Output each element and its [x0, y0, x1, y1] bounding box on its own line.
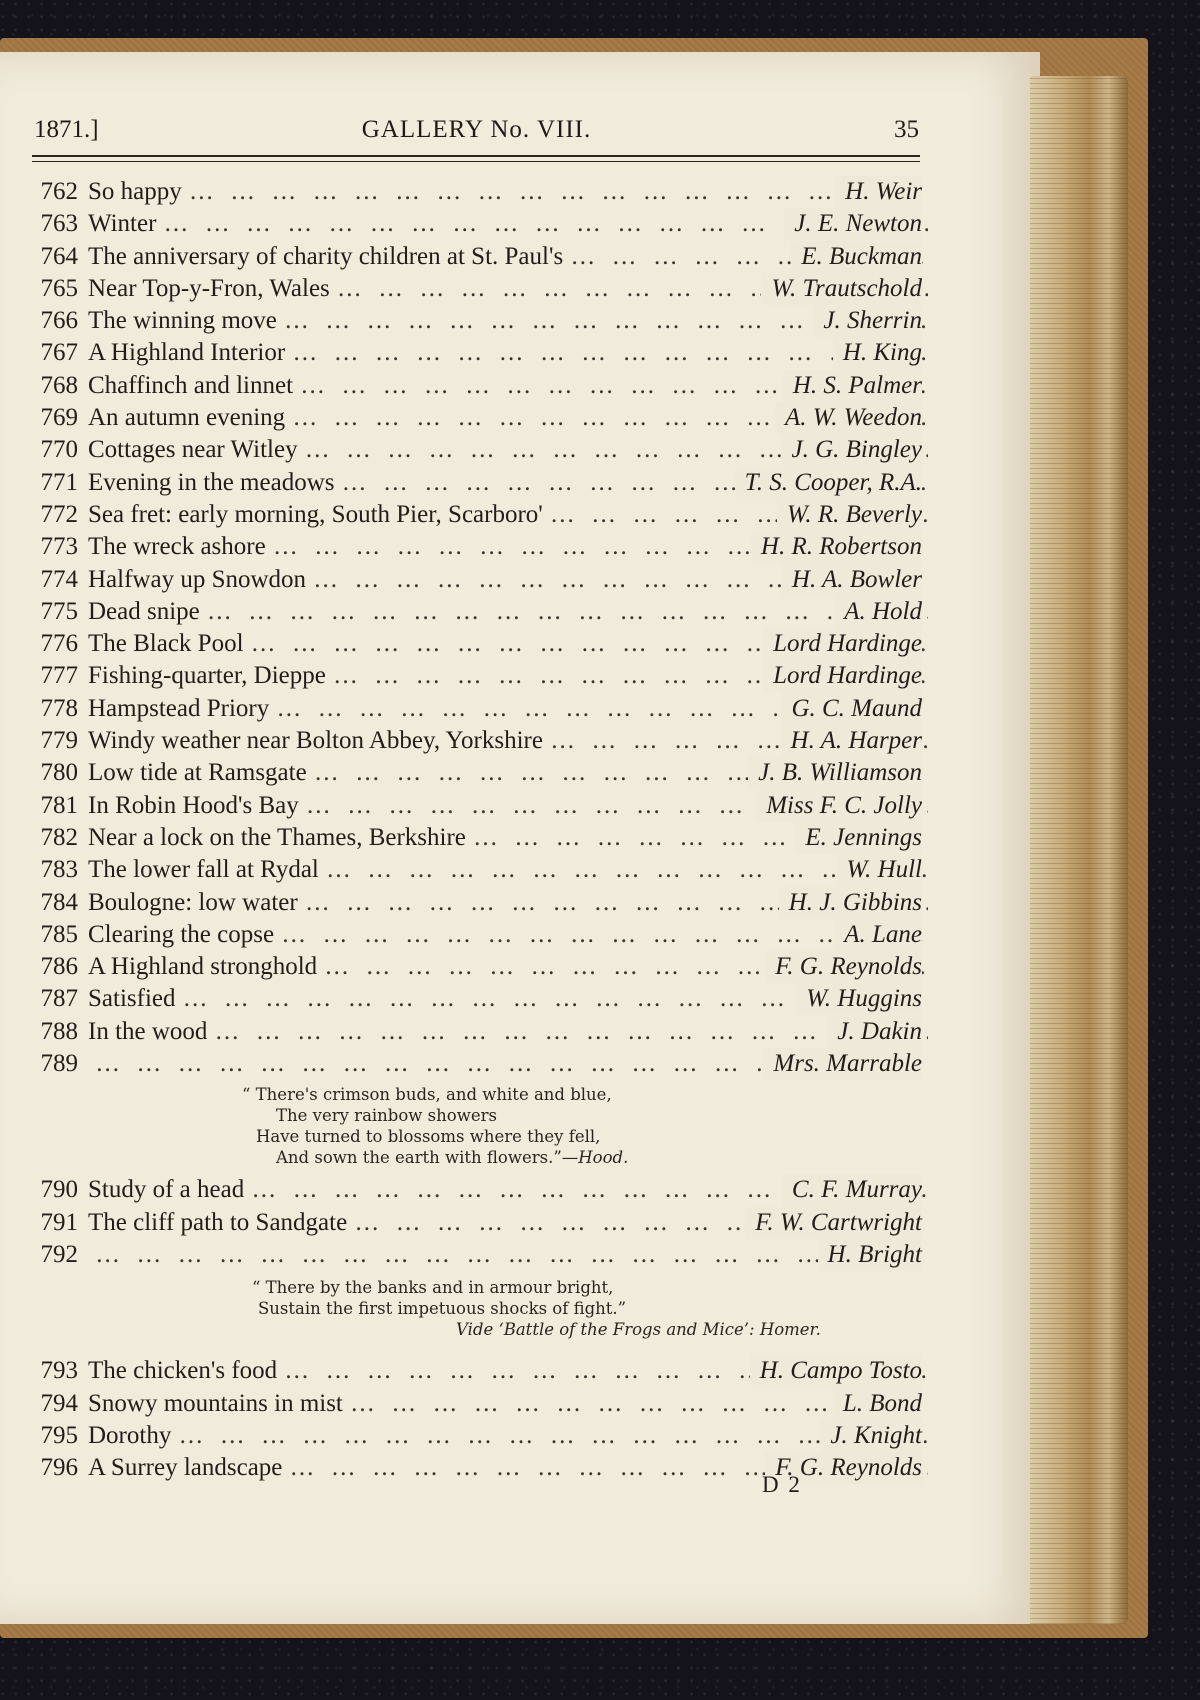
entry-artist: H. J. Gibbins [779, 887, 922, 919]
entry-artist: F. G. Reynolds [765, 951, 922, 983]
catalogue-entry [30, 757, 922, 789]
signature-mark: D 2 [762, 1472, 802, 1497]
entry-artist: H. A. Harper [781, 725, 922, 757]
entry-artist: C. F. Murray [782, 1174, 922, 1206]
entry-artist: H. S. Palmer [783, 370, 922, 402]
catalogue-entry [30, 822, 922, 854]
entry-title: Boulogne: low water ... [88, 887, 928, 919]
catalogue-entry [30, 1207, 922, 1239]
catalogue-entry [30, 1048, 922, 1080]
catalogue-entry [30, 434, 922, 466]
entry-artist: J. Knight [820, 1420, 922, 1452]
entry-title: Study of a head ... [88, 1174, 928, 1206]
catalogue-entry [30, 241, 922, 273]
catalogue-entry [30, 467, 922, 499]
entry-artist: G. C. Maund [781, 693, 922, 725]
entry-artist: A. Hold [834, 596, 922, 628]
catalogue-entry [30, 402, 922, 434]
entry-artist: J. Sherrin [813, 305, 922, 337]
entry-title: The cliff path to Sandgate ... [88, 1207, 928, 1239]
quote-792 [30, 1271, 922, 1355]
entry-number: 782 [40, 823, 78, 851]
catalogue-entry [30, 305, 922, 337]
entry-number: 795 [40, 1421, 78, 1449]
catalogue-entry [30, 1016, 922, 1048]
catalogue-entry [30, 1174, 922, 1206]
entry-title: Chaffinch and linnet ... [88, 370, 928, 402]
entry-artist: F. G. Reynolds [765, 1452, 922, 1484]
quote-line: Sustain the first impetuous shocks of fight.” [258, 1299, 627, 1319]
entry-number: 787 [40, 985, 78, 1013]
entry-number: 775 [40, 597, 78, 625]
entry-number: 766 [40, 307, 78, 335]
entry-number: 770 [40, 436, 78, 464]
catalogue-entry [30, 951, 922, 983]
entry-number: 788 [40, 1017, 78, 1045]
entry-artist: W. Huggins [796, 983, 922, 1015]
entry-number: 781 [40, 791, 78, 819]
entry-number: 790 [40, 1176, 78, 1204]
entry-number: 791 [40, 1208, 78, 1236]
entry-title: Sea fret: early morning, South Pier, Scarboro' ... [88, 499, 928, 531]
catalogue-entry [30, 337, 922, 369]
entry-title: Snowy mountains in mist ... [88, 1388, 928, 1420]
entry-number: 779 [40, 727, 78, 755]
catalogue-entry [30, 1420, 922, 1452]
entry-artist: H. Bright [818, 1239, 922, 1271]
quote-789 [30, 1080, 922, 1174]
catalogue-entry [30, 208, 922, 240]
running-header [34, 112, 919, 152]
header-rule-thin [32, 161, 920, 162]
catalogue-entry [30, 1388, 922, 1420]
entry-artist: Lord Hardinge [763, 660, 922, 692]
entry-title: So happy ... [88, 176, 928, 208]
entry-artist: A. Lane [834, 919, 922, 951]
entry-number: 778 [40, 694, 78, 722]
entry-title: Near a lock on the Thames, Berkshire ... [88, 822, 928, 854]
entry-number: 767 [40, 339, 78, 367]
entry-artist: J. E. Newton [784, 208, 922, 240]
entry-artist: J. B. Williamson [748, 757, 922, 789]
entry-artist: T. S. Cooper, R.A. [735, 467, 922, 499]
catalogue-entry [30, 499, 922, 531]
entry-artist: W. Hull [837, 854, 922, 886]
entry-artist: E. Buckman [791, 241, 922, 273]
entry-number: 776 [40, 630, 78, 658]
entry-number: 796 [40, 1454, 78, 1482]
entry-number: 769 [40, 404, 78, 432]
entry-title: Near Top-y-Fron, Wales ... [88, 273, 928, 305]
entry-number: 773 [40, 533, 78, 561]
entry-number: 793 [40, 1357, 78, 1385]
entry-number: 792 [40, 1240, 78, 1268]
entry-number: 762 [40, 178, 78, 205]
entry-artist: H. Weir [835, 176, 922, 208]
entry-artist: J. G. Bingley [781, 434, 922, 466]
entry-title: A Surrey landscape ... [88, 1452, 928, 1484]
entry-number: 784 [40, 888, 78, 916]
entry-title: The lower fall at Rydal ... [88, 854, 928, 886]
entry-artist: W. Trautschold [761, 273, 922, 305]
header-year: 1871.] [34, 116, 99, 143]
entry-number: 774 [40, 565, 78, 593]
entry-title: The chicken's food ... [88, 1355, 928, 1387]
header-title: GALLERY No. VIII. [361, 116, 592, 143]
entry-title: Fishing-quarter, Dieppe ... [88, 660, 928, 692]
page-edges [1030, 76, 1128, 1624]
quote-source: Hood. [578, 1148, 629, 1168]
entry-title: In Robin Hood's Bay ... [88, 790, 928, 822]
entry-artist: Mrs. Marrable [763, 1048, 922, 1080]
header-rule [32, 155, 920, 157]
catalogue-entry [30, 596, 922, 628]
catalogue-list [30, 176, 922, 1484]
entry-artist: L. Bond [833, 1388, 922, 1420]
entry-number: 783 [40, 856, 78, 884]
quote-source: Vide ‘Battle of the Frogs and Mice’: Homer. [456, 1320, 821, 1340]
quote-line: The very rainbow showers [276, 1106, 497, 1126]
entry-artist: E. Jennings [795, 822, 922, 854]
catalogue-entry [30, 887, 922, 919]
entry-title: Cottages near Witley ... [88, 434, 928, 466]
catalogue-entry [30, 983, 922, 1015]
entry-number: 780 [40, 759, 78, 787]
entries-group-a [30, 176, 922, 1080]
quote-line: “ There by the banks and in armour bright, [252, 1278, 614, 1298]
page-number: 35 [894, 116, 919, 143]
entry-number: 777 [40, 662, 78, 690]
entry-artist: J. Dakin [827, 1016, 922, 1048]
catalogue-entry [30, 1355, 922, 1387]
entry-title: Clearing the copse ... [88, 919, 928, 951]
entry-artist: Miss F. C. Jolly [756, 790, 922, 822]
quote-line: “ There's crimson buds, and white and blue, [242, 1085, 612, 1105]
entry-number: 794 [40, 1389, 78, 1417]
catalogue-entry [30, 1239, 922, 1271]
entry-title: Dead snipe ... [88, 596, 928, 628]
catalogue-entry [30, 919, 922, 951]
entry-title: Winter ... [88, 208, 928, 240]
entry-artist: H. King [833, 337, 922, 369]
entry-artist: A. W. Weedon [775, 402, 922, 434]
entries-group-c [30, 1355, 922, 1484]
entry-title: An autumn evening ... [88, 402, 928, 434]
catalogue-entry [30, 693, 922, 725]
entry-title: The Black Pool ... [88, 628, 928, 660]
entry-number: 785 [40, 920, 78, 948]
entry-title: The wreck ashore ... [88, 531, 928, 563]
entry-number: 771 [40, 468, 78, 496]
entry-title: Low tide at Ramsgate ... [88, 757, 928, 789]
entry-title: Windy weather near Bolton Abbey, Yorkshire ... [88, 725, 928, 757]
entry-artist: F. W. Cartwright [745, 1207, 922, 1239]
entry-title: Dorothy ... [88, 1420, 928, 1452]
quote-line-with-source [276, 1147, 628, 1168]
entries-group-b [30, 1174, 922, 1271]
entry-title: Satisfied ... [88, 983, 928, 1015]
entry-artist: H. A. Bowler [782, 564, 922, 596]
quote-line: Have turned to blossoms where they fell, [256, 1127, 601, 1147]
entry-number: 772 [40, 500, 78, 528]
catalogue-entry [30, 176, 922, 208]
entry-artist: H. Campo Tosto [750, 1355, 922, 1387]
entry-artist: W. R. Beverly [777, 499, 922, 531]
entry-number: 763 [40, 210, 78, 238]
catalogue-entry [30, 790, 922, 822]
entry-title: A Highland stronghold ... [88, 951, 928, 983]
catalogue-entry [30, 628, 922, 660]
catalogue-entry [30, 854, 922, 886]
catalogue-entry [30, 370, 922, 402]
quote-line: And sown the earth with flowers.”— [276, 1148, 579, 1168]
catalogue-entry [30, 531, 922, 563]
catalogue-entry [30, 273, 922, 305]
entry-title: Halfway up Snowdon ... [88, 564, 928, 596]
entry-title: A Highland Interior ... [88, 337, 928, 369]
entry-number: 768 [40, 371, 78, 399]
entry-number: 764 [40, 242, 78, 270]
entry-artist: Lord Hardinge [763, 628, 922, 660]
entry-title: Hampstead Priory ... [88, 693, 928, 725]
entry-number: 765 [40, 274, 78, 302]
entry-title: The anniversary of charity children at St. Paul's ... [88, 241, 928, 273]
entry-title: The winning move ... [88, 305, 928, 337]
entry-number: 786 [40, 953, 78, 981]
entry-artist: H. R. Robertson [751, 531, 922, 563]
catalogue-entry [30, 564, 922, 596]
entry-title: Evening in the meadows ... [88, 467, 928, 499]
entry-number: 789 [40, 1050, 78, 1078]
catalogue-entry [30, 660, 922, 692]
entry-title: In the wood ... [88, 1016, 928, 1048]
entry-title [88, 1239, 928, 1271]
catalogue-entry [30, 725, 922, 757]
